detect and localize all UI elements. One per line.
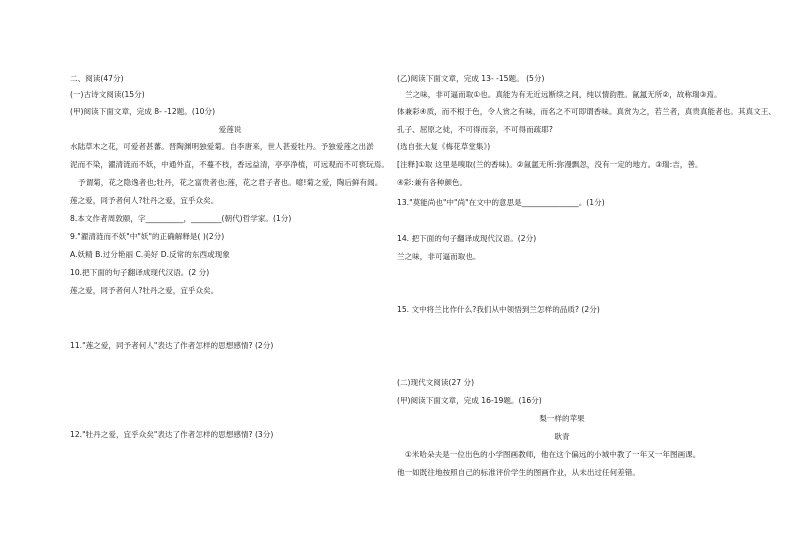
notes-line-1: [注释]①取 这里是嗅取(兰的香味)。②氤氲无所:弥漫飘忽，没有一定的地方。③瑞:吉，善。 bbox=[397, 160, 703, 169]
question-10-sentence: 莲之爱，同予者何人?牡丹之爱，宜乎众矣。 bbox=[70, 286, 219, 295]
story-author: 耿青 bbox=[554, 432, 570, 441]
notes-line-2: ④彩:兼有各种颜色。 bbox=[397, 178, 468, 187]
question-9: 9."濯清涟而不妖"中"妖"的正确解释是( )(2分) bbox=[70, 232, 225, 241]
question-14-sentence: 兰之味，非可逼而取也。 bbox=[397, 252, 481, 261]
question-13: 13."莫能尚也"中"尚"在文中的意思是_______________。(1分) bbox=[397, 198, 605, 207]
essay-paragraph-2-line-1: 予谓菊，花之隐逸者也;牡丹，花之富贵者也;莲，花之君子者也。噫!菊之爱，陶后鲜有闻。 bbox=[78, 178, 383, 187]
part-b-instruction: (乙)阅读下面文章，完成 13- -15题。 (5分) bbox=[397, 74, 545, 83]
passage-b-source: (选自张大复《梅花草堂集》) bbox=[397, 142, 491, 151]
story-line-1: ①米哈朵夫是一位出色的小学图画教师，他在这个偏远的小城中教了一年又一年图画课。 bbox=[405, 450, 701, 459]
question-12: 12."牡丹之爱，宜乎众矣"表达了作者怎样的思想感情? (3分) bbox=[70, 430, 274, 439]
section-title: 二、阅读(47分) bbox=[70, 74, 124, 83]
essay-title: 爱莲说 bbox=[218, 125, 242, 134]
part-a-instruction: (甲)阅读下面文章，完成 8- -12题。(10分) bbox=[70, 107, 216, 116]
essay-paragraph-1-line-1: 水陆草木之花，可爱者甚蕃。晋陶渊明独爱菊。自李唐来，世人甚爱牡丹。予独爱莲之出淤 bbox=[70, 142, 374, 151]
question-15: 15. 文中将兰比作什么?我们从中领悟到兰怎样的品质? (2分) bbox=[397, 305, 600, 314]
story-line-2: 他一如既往地按照自己的标准评价学生的图画作业，从未出过任何差错。 bbox=[397, 468, 640, 477]
question-8: 8.本文作者周敦颐，字__________，________(朝代)哲学家。(1分) bbox=[70, 214, 292, 223]
question-9-options: A.妖精 B.过分艳丽 C.美好 D.反常的东西或现象 bbox=[70, 250, 230, 259]
modern-reading-title: (二)现代文阅读(27 分) bbox=[397, 378, 475, 387]
modern-part-a-instruction: (甲)阅读下面文章，完成 16-19题。(16分) bbox=[397, 396, 542, 405]
question-10: 10.把下面的句子翻译成现代汉语。(2 分) bbox=[70, 268, 210, 277]
essay-paragraph-1-line-2: 泥而不染，濯清涟而不妖，中通外直，不蔓不枝，香远益清，亭亭净植，可远观而不可亵玩焉。 bbox=[70, 160, 389, 169]
question-14: 14. 把下面的句子翻译成现代汉语。(2分) bbox=[397, 234, 537, 243]
story-title: 梨一样的苹果 bbox=[539, 414, 585, 423]
question-11: 11."莲之爱，同予者何人"表达了作者怎样的思想感情? (2分) bbox=[70, 341, 274, 350]
passage-b-line-2: 体兼彩④质，而不根于色，令人赏之有味，而名之不可即谓香味。真赏为之，若兰者，真贵真能者也。其真文王、 bbox=[397, 107, 776, 116]
passage-b-line-1: 兰之味，非可逼而取①也。真能为有无近远断续之间，纯以情韵胜。氤氲无所②，故称瑞③焉。 bbox=[405, 90, 722, 99]
essay-paragraph-2-line-2: 莲之爱，同予者何人?牡丹之爱，宜乎众矣。 bbox=[70, 196, 219, 205]
sub-title: (一)古诗文阅读(15分) bbox=[70, 90, 145, 99]
passage-b-line-3: 孔子、屈原之徒，不可得而亲，不可得而疏耶? bbox=[397, 125, 553, 134]
